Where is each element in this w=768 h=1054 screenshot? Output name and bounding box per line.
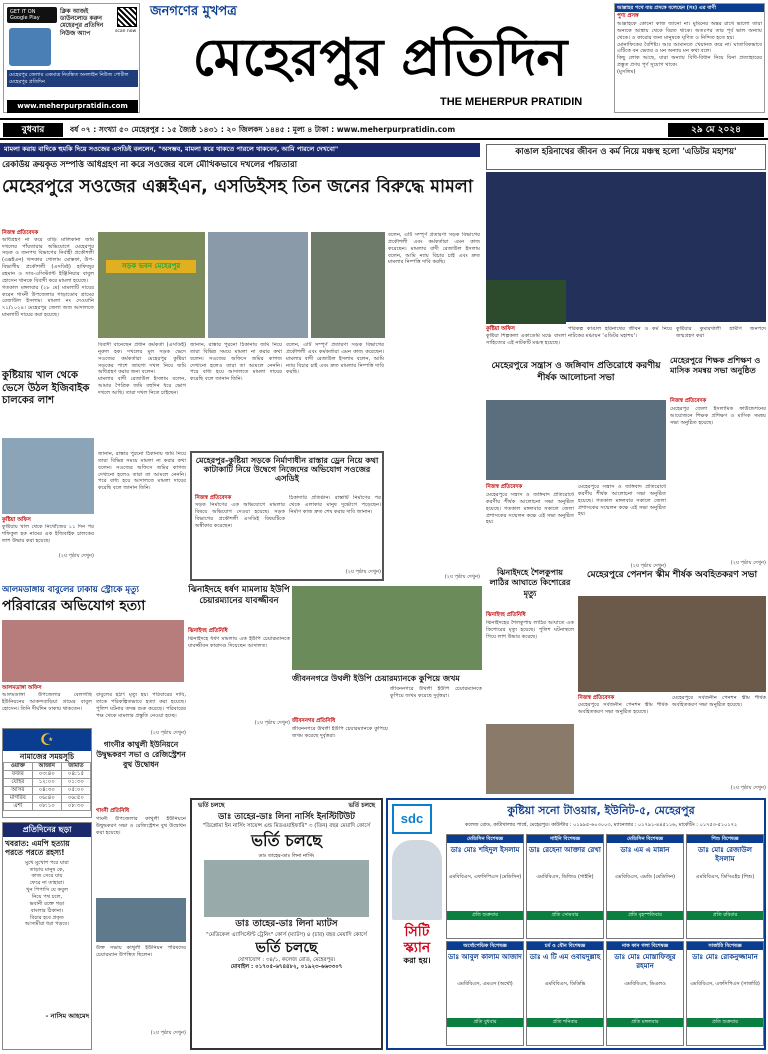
chhora-heading: খবরাত: এমপি হত্যায় পরতে পরতে রহস্য! bbox=[5, 839, 70, 858]
nursing-course2: "মেডিকেল এ্যাসিস্টেন্ট ট্রেনিং" কোর্স (ম্যাটস) ৪ (চার) বছর মেয়াদি কোর্সে bbox=[206, 931, 367, 938]
terror-text: মেহেরপুরে সন্ত্রাস ও জঙ্গিবাদ প্রতিরোধে করণীয় শীর্ষক আলোচনা সভা অনুষ্ঠিত হয়েছে। গতকাল মঙ্গলবার সকালে জেলা প্রশাসকের সম্মেলন কক্ষে এই সভা অনুষ্ঠিত হয়। bbox=[486, 492, 574, 526]
mosque-icon: ☪ bbox=[3, 729, 91, 751]
prayer-cell-jamat: ০৮:৩০ bbox=[61, 802, 90, 810]
doctor-name: ডাঃ মোঃ রোকনুজ্জামান bbox=[692, 953, 758, 962]
scan-label: scan now bbox=[115, 29, 137, 34]
qr-code-icon bbox=[117, 7, 137, 27]
nursing-admission: ভর্তি চলছে bbox=[251, 831, 322, 851]
kushtia-text: কুষ্টিয়ায় খাল থেকে নিখোঁজের ১১ দিন পর শফিকুল হক নামের এক ইজিবাইক চালকের লাশ উদ্ধার করা হয়েছে। bbox=[2, 524, 94, 544]
kangal-caption2: পরিকল্প কাঙাল হরিনাথের জীবন ও কর্ম নিয়ে নাটকের মঞ্চায়ন 'এডিটর মহাশয়'। bbox=[568, 326, 672, 339]
ittehad-continued[interactable]: (২য় পৃষ্ঠায় দেখুন) bbox=[345, 569, 381, 575]
sdc-logo: sdc bbox=[392, 804, 432, 834]
terror-byline: নিজস্ব প্রতিবেদক bbox=[486, 484, 523, 490]
kushtia-victim-photo bbox=[2, 438, 94, 514]
nursing-admission2: ভর্তি চলছে bbox=[255, 939, 318, 956]
doctor-card bbox=[446, 834, 524, 939]
doctor-quals: এমবিবিএস, ডিডিভি bbox=[544, 981, 586, 988]
nursing-photo bbox=[204, 853, 369, 917]
lead-col1-text: অধিগ্রহণ না করে বাড়ি মালিকানা জমি দখলের পাঁয়তারার অভিযোগে মেহেরপুর সড়ক ও জনপথ বিভাগের নির্বাহী প্রকৌশলী (এক্সইএন) খন্দকার গোলাম মোস্তফা, উপ-বিভাগীয় প্রকৌশলী (এসডিই) হাফিজুর রহমান ও সাব-এসিস্ট্যান্ট ইঞ্জিনিয়ার বাবুল হোসেন খানকে বিবাদী করে মামলা হয়েছে। গতকাল মঙ্গলবার (২৮ মে) মামলাটি দায়ের করেন গাংনী উপজেলার গাড়াডোব গ্রামের রেজাউল ইসলাম। মামলা নং দেওয়ানি ৭১/২০২৪। মেহেরপুর জেলা জজ আদালতে মামলাটি দায়ের করা হয়েছে। bbox=[2, 236, 94, 319]
terror-text2: মেহেরপুরে সন্ত্রাস ও জঙ্গিবাদ প্রতিরোধে করণীয় শীর্ষক আলোচনা সভা অনুষ্ঠিত হয়েছে। গতকাল মঙ্গলবার সকালে জেলা প্রশাসকের সম্মেলন কক্ষে এই সভা অনুষ্ঠিত হয়। bbox=[578, 484, 666, 518]
jibannagar-text: জীবননগরে উথলী ইউপি চেয়ারম্যানকে কুপিয়ে জখম করেছে দুর্বৃত্তরা। bbox=[292, 726, 388, 739]
doctor-name: ডাঃ মোঃ রেজাউল ইসলাম bbox=[698, 846, 752, 863]
baul-headline: পরিবারের অভিযোগ হত্যা bbox=[2, 598, 146, 614]
ittehad-col1: সড়ক নির্মাণের এক অভিযোগে মামলার বিষয়ে অভিযোগ দেওয়া হয়েছে। সড়ক বিভাগের প্রকৌশলী এসডিই বিষয়টিকে অস্বীকার করেছেন। bbox=[195, 502, 285, 529]
nursing-banner: ডাঃ তাহের-ডাঃ লিনা নার্সিং bbox=[204, 853, 369, 859]
pension-text: মেহেরপুরে সর্বজনীন পেনশন স্কীম শীর্ষক অবহিতকরণ সভা অনুষ্ঠিত হয়েছে। bbox=[578, 702, 668, 715]
kangal-text: কুষ্টিয়া শিল্পকলা একাডেমি মঞ্চে বাংলা সাহিত্যের এই নাটকটি মঞ্চস্থ হয়েছে। bbox=[486, 333, 566, 346]
nursing-title: ডাঃ তাহের-ডাঃ লিনা নার্সিং ইনস্টিটিউট bbox=[218, 811, 355, 822]
nursing-phone[interactable]: মোবাইল : ০১৭০৫-৬৭৪৪৮২, ০১৯২৩-৬৬৩৩০৭ bbox=[230, 964, 343, 971]
kushtia-continued[interactable]: (২য় পৃষ্ঠায় দেখুন) bbox=[58, 553, 94, 559]
doctor-name: ডাঃ এম এ মান্নান bbox=[620, 846, 670, 855]
doctor-name: ডাঃ মোঃ মোস্তাফিজুর রহমান bbox=[614, 953, 676, 970]
prayer-cell-jamat: ০১:৩০ bbox=[61, 779, 90, 787]
doctor-card bbox=[686, 941, 764, 1046]
prayer-cell-azan: ০৪:৩০ bbox=[32, 787, 61, 795]
nursing-address: যোগাযোগ : ৩৪/১, কলেজ রোড, মেহেরপুর। bbox=[237, 957, 336, 964]
prayer-cell-name: এশা bbox=[4, 802, 33, 810]
gangni-headline: গাংনীর কাথুলী ইউনিয়নে উদ্বুদ্ধকরণ সভা ও রেজিস্ট্রেশন বুথ উদ্বোধন bbox=[96, 740, 186, 769]
portal-note: মেহেরপুর জেলার একমাত্র নিবন্ধিত অনলাইন নিউজ পোর্টাল মেহেরপুর প্রতিদিন bbox=[7, 70, 138, 87]
lead-col-c: বলেন, এটি সম্পূর্ণ প্রতারণা সড়ক বিভাগের প্রকৌশলী এবং কর্মকর্তারা এমন কাজ করেছেন। মামলার বাদী রেজাউল ইসলাম বলেন, আমি ন্যায় বিচার চাই এবং দ্রুত মামলার নিষ্পত্তি দাবি করছি। bbox=[286, 342, 384, 376]
ittehad-byline: নিজস্ব প্রতিবেদক bbox=[195, 495, 232, 501]
baul-photo bbox=[2, 620, 184, 682]
ct-line2: স্ক্যান bbox=[403, 940, 431, 957]
teacher-text: মেহেরপুর জেলা ইসলামিক ফাউন্ডেশনের আয়োজনে শিক্ষক প্রশিক্ষণ ও মাসিক সমন্বয় সভা অনুষ্ঠিত হয়েছে। bbox=[670, 406, 766, 426]
chhora-title: প্রতিদিনের ছড়া bbox=[3, 823, 91, 837]
pension-photo bbox=[578, 596, 766, 692]
doctor-time: প্রতি রবিবার bbox=[687, 911, 763, 919]
doctor-time: প্রতি শুক্রবার bbox=[447, 911, 523, 919]
prayer-cell-name: মাগরিব bbox=[4, 794, 33, 802]
lead-col-d: বলেন, এটি সম্পূর্ণ প্রতারণা সড়ক বিভাগের প্রকৌশলী এবং কর্মকর্তারা এমন কাজ করেছেন। মামলার বাদী রেজাউল ইসলাম বলেন, আমি ন্যায় বিচার চাই এবং দ্রুত মামলার নিষ্পত্তি দাবি করছি। bbox=[388, 232, 480, 266]
dateline-day: বুধবার bbox=[3, 123, 63, 137]
sdc-ad[interactable] bbox=[386, 798, 766, 1050]
app-promo-text: ক্লিক আজই ডাউনলোড করুন মেহেরপুর প্রতিদিন নিউজ অ্যাপ bbox=[60, 8, 104, 37]
hadith-box bbox=[614, 3, 765, 113]
prayer-row bbox=[4, 771, 91, 779]
doctor-dept: চর্ম ও যৌন বিশেষজ্ঞ bbox=[527, 942, 603, 950]
jibannagar-photo bbox=[292, 586, 482, 670]
prayer-cell-azan: ০৬:৪০ bbox=[32, 794, 61, 802]
rape-continued[interactable]: (২য় পৃষ্ঠায় দেখুন) bbox=[254, 720, 290, 726]
teacher-continued[interactable]: (২য় পৃষ্ঠায় দেখুন) bbox=[730, 560, 766, 566]
doctor-dept: গাইনি বিশেষজ্ঞ bbox=[527, 835, 603, 843]
hadith-text: আল্লাহকে কোনো কাজ জানো না। মুমিনের অন্তর রাখে ভালো তারা অন্যকে আঙ্কায় থেকে বিরত থাকে। অতঃপর তার পূর্ব ভাল অন্যায় থেকে। ও কারোর জন্য মানুষকে ঘৃণিত ও নিন্দিত হতে হয়। মোনাফিকের বৈশিষ্ট্য। আর আমানতে খেয়ানত করে না। ঘাতাবিকভাবে এটিকে বন ভেতর ও মন অন্যায় মন কথা বলে। কিছু লোক আছে, যারা অন্যায় বিধি-বিধান নিয়ে যিনা প্রত্যাহারের প্রস্তুত প্রণয় পূর্ণ সুযোগ থাকে। (মুসলিম) bbox=[617, 21, 762, 76]
kushtia-byline: কুষ্টিয়া অফিস bbox=[2, 517, 31, 523]
nursing-ad[interactable] bbox=[190, 798, 383, 1050]
nursing-course: "ডিপ্লোমা ইন নার্সিং সায়েন্স এন্ড মিডওয়াইফারি" ৩ (তিন) বছর মেয়াদি কোর্সে bbox=[202, 823, 371, 830]
playstore-badge[interactable]: GET IT ON Google Play bbox=[7, 7, 57, 23]
doctor-dept: সার্জারি বিশেষজ্ঞ bbox=[687, 942, 763, 950]
shailkupa-photo bbox=[486, 724, 574, 794]
newspaper-title: মেহেরপুর প্রতিদিন bbox=[192, 28, 568, 88]
teacher-headline: মেহেরপুরে শিক্ষক প্রশিক্ষণ ও মাসিক সমন্বয় সভা অনুষ্ঠিত bbox=[670, 356, 761, 376]
rape-headline: ঝিনাইদহে ধর্ষণ মামলায় ইউপি চেয়ারম্যানের যাবজ্জীবন bbox=[188, 585, 290, 606]
doctor-time: প্রতি বুধবার bbox=[447, 1018, 523, 1026]
pension-byline: নিজস্ব প্রতিবেদক bbox=[578, 695, 615, 701]
doctor-dept: অর্থোপেডিক বিশেষজ্ঞ bbox=[447, 942, 523, 950]
kangal-photo-small bbox=[486, 280, 566, 324]
accused-photo-1 bbox=[208, 232, 308, 338]
prayer-cell-azan: ১২:০০ bbox=[32, 779, 61, 787]
doctor-time: প্রতি সোমবার bbox=[527, 911, 603, 919]
doctor-card bbox=[446, 941, 524, 1046]
chhora-text: মুখে মুখোশ পরে যারা তাড়ায় মানুষ কে, কাজ সেরে যায় ফেরে না তাহারা। খুন পিপাসি যে কবুল নিয়ে পথ চলে, ভবানী রক্তে গড়া বাংলার ঠিকানা। বিচার হবে প্রকৃত আসামীরা ধরা পড়বে। bbox=[24, 859, 70, 928]
doctor-time: প্রতি মঙ্গলবার bbox=[607, 1018, 683, 1026]
jibannagar-byline: জীবননগর প্রতিনিধি bbox=[292, 718, 336, 724]
shailkupa-text: ঝিনাইদহের শৈলকুপায় লাঠির আঘাতে এক কিশোরের মৃত্যু হয়েছে। পুলিশ ঘটনাস্থলে গিয়ে লাশ উদ্ধার করেছে। bbox=[486, 620, 574, 640]
ct-scan-label bbox=[392, 924, 442, 965]
prayer-cell-azan: ০৩:৪০ bbox=[32, 771, 61, 779]
ct-scanner-icon bbox=[392, 840, 442, 920]
kushtia-canal-headline: কুষ্টিয়ায় খাল থেকে ভেসে উঠল ইজিবাইক চালকের লাশ bbox=[2, 370, 90, 406]
prayer-title: নামাজের সময়সূচি bbox=[19, 752, 75, 761]
doctor-quals: এমবিবিএস, ডিএলও bbox=[624, 981, 666, 988]
gangni-continued[interactable]: (২য় পৃষ্ঠায় দেখুন) bbox=[150, 1030, 186, 1036]
doctor-card bbox=[526, 834, 604, 939]
app-promo[interactable] bbox=[3, 3, 140, 113]
ittehad-col2: ঠিকাদারি প্রতিষ্ঠান। রাস্তাটি নির্মাণের পর থেকে এলাকার মানুষ দুর্ভোগে পড়েছেন। নির্মাণ কাজ দ্রুত শেষ করার দাবি জানান। bbox=[289, 495, 381, 515]
prayer-cell-jamat: ০৪:১৫ bbox=[61, 771, 90, 779]
masthead bbox=[0, 0, 768, 118]
kangal-caption1: কুষ্টিয়া অফিস bbox=[486, 326, 515, 332]
pension-text2: মেহেরপুরে সর্বজনীন পেনশন স্কীম শীর্ষক অবহিতকরণ সভা অনুষ্ঠিত হয়েছে। bbox=[672, 695, 766, 708]
nursing-top2: ভর্তি চলছে bbox=[348, 802, 375, 809]
doctor-grid bbox=[446, 834, 764, 1046]
rape-text: ঝিনাইদহে ধর্ষণ মামলায় এক ইউপি চেয়ারম্যানকে যাবজ্জীবন কারাদণ্ড দিয়েছেন আদালত। bbox=[188, 636, 290, 649]
prayer-box bbox=[2, 728, 92, 818]
prayer-col-azan: আজান bbox=[32, 763, 61, 771]
doctor-quals: এমবিবিএস, এফসিপিএস (মেডিসিন) bbox=[448, 874, 522, 881]
chhora-box bbox=[2, 822, 92, 1050]
prayer-cell-name: যোহর bbox=[4, 779, 33, 787]
doctor-name: ডাঃ মোঃ শহিদুল ইসলাম bbox=[450, 846, 520, 855]
doctor-card bbox=[606, 834, 684, 939]
doctor-dept: মেডিসিন বিশেষজ্ঞ bbox=[447, 835, 523, 843]
left-url[interactable]: www.meherpurpratidin.com bbox=[7, 100, 138, 113]
pension-continued[interactable]: (২য় পৃষ্ঠায় দেখুন) bbox=[730, 785, 766, 791]
doctor-quals: এমবিবিএস, এমডি (মেডিসিন) bbox=[614, 874, 676, 881]
doctor-quals: এমবিবিএস, ডিসিএইচ (শিশু) bbox=[695, 874, 755, 881]
gangni-text2: উক্ত সভায় কাথুলী ইউনিয়ন পরিষদের চেয়ারম্যান উপস্থিত ছিলেন। bbox=[96, 945, 186, 958]
prayer-table bbox=[3, 762, 91, 810]
lead-col-a: বিবাদী বানেছেন প্রধান কর্মকর্তা (এসডিই) নূরুল হক। দখলের মূল সড়ক ভেদে সওজের কর্মকর্তারা মেহেরপুর কুষ্টিয়া সড়কের পাশে জায়গা দখল নিয়ে জমি অধিগ্রহণ করার জন্য বলেন। মামলার বাদী রেজাউল ইসলাম বলেন, আমার পৈত্রিক জমি বহুদিন ধরে ভোগ দখলে আছি। তারা দখল নিতে চাইছেন। bbox=[98, 342, 186, 397]
english-title: THE MEHERPUR PRATIDIN bbox=[440, 96, 583, 108]
chhora-author: - নাসিম আহমেদ bbox=[45, 1011, 89, 1020]
shailkupa-byline: ঝিনাইদহ প্রতিনিধি bbox=[486, 612, 526, 618]
lead-col-b: জানান, রাস্তার পুরনো ঠিকানায় জমি নিয়ে তারা বিভিন্ন সময়ে মামলা না করার কথা বলেন। সওজের অফিসে জমির কাগজ দেখানো হলেও তারা তা আমলে নেননি। পরে বাধ্য হয়ে আদালতে মামলা দায়ের করেছি বলে জানান তিনি। bbox=[190, 342, 282, 383]
lead-continued[interactable]: (২য় পৃষ্ঠায় দেখুন) bbox=[444, 574, 480, 580]
doctor-dept: মেডিসিন বিশেষজ্ঞ bbox=[607, 835, 683, 843]
doctor-card bbox=[526, 941, 604, 1046]
doctor-name: ডাঃ আবুল কালাম আজাদ bbox=[448, 953, 522, 962]
doctor-time: প্রতি শনিবার bbox=[527, 1018, 603, 1026]
prayer-cell-jamat: ০৫:০০ bbox=[61, 787, 90, 795]
nursing-title2: ডাঃ তাহের-ডাঃ লিনা ম্যাটস bbox=[235, 919, 338, 930]
prayer-row bbox=[4, 779, 91, 787]
dateline-info: বর্ষ ০৭ : সংখ্যা ৫০ মেহেরপুর : ১৫ জ্যৈষ্ঠ ১৪৩১ : ২০ জিলকদ ১৪৪৫ : মূল্য ৪ টাকা : www.meherpurpratidin.com bbox=[70, 125, 456, 134]
ittehad-box bbox=[190, 451, 384, 581]
pension-headline: মেহেরপুরে পেনশন স্কীম শীর্ষক অবহিতকরণ সভা bbox=[586, 570, 758, 580]
terror-photo bbox=[486, 400, 666, 480]
gangni-byline: গাংনী প্রতিনিধি bbox=[96, 808, 129, 814]
doctor-name: ডাঃ এ টি এম ওবায়দুল্লাহ bbox=[529, 953, 601, 962]
tagline: জনগণের মুখপত্র bbox=[150, 4, 237, 19]
kangal-caption3: কুষ্টিয়ার কুমারখালী গ্রামীণ জনপদে জন্মগ্রহণ করা bbox=[676, 326, 766, 339]
accused-photo-2 bbox=[311, 232, 385, 338]
ticker: মামলা করায় বাদিকে হুমকি দিয়ে সওজের এসডিই বললেন, "অসম্ভব, মামলা করে থাকতে পারলে থাকবেন, আমি পারলে দেখবো" bbox=[0, 143, 480, 157]
lead-kicker: রেকর্ডিয় ক্রয়কৃত সম্পত্তি অধিগ্রহণ না করে সওজের বলে মৌখিকভাবে দখলের পাঁয়তারা bbox=[2, 160, 298, 170]
doctor-quals: এমবিবিএস, এফসিপিএস (সার্জারি) bbox=[690, 981, 760, 988]
doctor-time: প্রতি বৃহস্পতিবার bbox=[607, 911, 683, 919]
dateline-date: ২৯ মে ২০২৪ bbox=[668, 123, 764, 137]
kangal-headline: কাঙাল হরিনাথের জীবন ও কর্ম নিয়ে মঞ্চস্থ হলো 'এডিটর মহাশয়' bbox=[486, 144, 766, 170]
dateline bbox=[0, 118, 768, 140]
prayer-cell-name: ফজর bbox=[4, 771, 33, 779]
baul-text-2: বাবুলের হঠাৎ মৃত্যু হয়। পরিবারের দাবি, তাকে পরিকল্পিতভাবে হত্যা করা হয়েছে। পুলিশ ঘটনার তদন্ত শুরু করেছে। পরিবারের পক্ষ থেকে মামলার প্রস্তুতি নেওয়া হচ্ছে। bbox=[96, 692, 186, 719]
hadith-sub: পুণ্য প্রসঙ্গ bbox=[617, 13, 639, 20]
sdc-address: কলেজ রোড, কাটাখালার পার্শ্বে, মেহেরপুর। কাউন্টার : ০১৯৯৫-৬০৩০০৩, ম্যানেজার : ০১৭৯১-৪৪৫১১৬, মার্কেটিং : ০১৭৫৩-৫১০১৭২ bbox=[464, 822, 738, 828]
lead-col-a-more: জানান, রাস্তার পুরনো ঠিকানায় জমি নিয়ে তারা বিভিন্ন সময়ে মামলা না করার কথা বলেন। সওজের অফিসে জমির কাগজ দেখানো হলেও তারা তা আমলে নেননি। পরে বাধ্য হয়ে আদালতে মামলা দায়ের করেছি বলে জানান তিনি। bbox=[98, 451, 186, 492]
prayer-cell-name: আসর bbox=[4, 787, 33, 795]
nursing-top1: ভর্তি চলছে bbox=[198, 802, 225, 809]
gangni-photo bbox=[96, 898, 186, 942]
rape-byline: ঝিনাইদহ প্রতিনিধি bbox=[188, 628, 228, 634]
teacher-byline: নিজস্ব প্রতিবেদক bbox=[670, 398, 707, 404]
doctor-dept: নাক কান গলা বিশেষজ্ঞ bbox=[607, 942, 683, 950]
jibannagar-text2: জীবননগরে উথলী ইউপি চেয়ারম্যানকে কুপিয়ে জখম করেছে দুর্বৃত্তরা। bbox=[390, 686, 482, 699]
lead-byline: নিজস্ব প্রতিবেদক bbox=[2, 230, 39, 236]
baul-byline: আলমডাঙ্গা অফিস bbox=[2, 685, 42, 691]
baul-continued[interactable]: (২য় পৃষ্ঠায় দেখুন) bbox=[150, 730, 186, 736]
ct-line1: সিটি bbox=[404, 924, 430, 940]
doctor-time: প্রতি শুক্রবার bbox=[687, 1018, 763, 1026]
lead-headline: মেহেরপুরে সওজের এক্সইএন, এসডিইসহ তিন জনের বিরুদ্ধে মামলা bbox=[2, 177, 473, 197]
ct-line3: করা হয়। bbox=[403, 956, 431, 966]
prayer-row bbox=[4, 787, 91, 795]
terror-headline: মেহেরপুরে সন্ত্রাস ও জঙ্গিবাদ প্রতিরোধে করণীয় শীর্ষক আলোচনা সভা bbox=[491, 361, 661, 384]
prayer-col-jamat: জামাত bbox=[61, 763, 90, 771]
hadith-head: আল্লাহর পথে ব্যয় প্রসঙ্গে বলেছেন (সঃ) এর বাণী bbox=[615, 4, 764, 12]
doctor-quals: এমবিবিএস, ডিজিও (গাইনি) bbox=[536, 874, 594, 881]
gangni-text: গাংনী উপজেলার কাথুলী ইউনিয়নে উদ্বুদ্ধকরণ সভা ও রেজিস্ট্রেশন বুথ উদ্বোধন করা হয়েছে। bbox=[96, 816, 186, 836]
jibannagar-headline: জীবননগরে উথলী ইউপি চেয়ারম্যানকে কুপিয়ে জখম bbox=[292, 674, 460, 683]
doctor-card bbox=[686, 834, 764, 939]
prayer-row bbox=[4, 794, 91, 802]
prayer-cell-azan: ০৮:১০ bbox=[32, 802, 61, 810]
terror-continued[interactable]: (২য় পৃষ্ঠায় দেখুন) bbox=[630, 563, 666, 569]
prayer-col-wakt: ওয়াক্ত bbox=[4, 763, 33, 771]
road-sign: সড়ক ভবন মেহেরপুর bbox=[106, 260, 196, 273]
doctor-name: ডাঃ রেহেনা আক্তার রেখা bbox=[529, 846, 601, 855]
ittehad-headline: মেহেরপুর-কুষ্টিয়া সড়কে নির্মাণাধীন রাস্তার ড্রেন নিয়ে কথা কাটাকাটি নিয়ে উদ্বেগে নিজেদের অভিযোগ সওজের এসডিই bbox=[195, 456, 379, 484]
doctor-card bbox=[606, 941, 684, 1046]
baul-text: আলমডাঙ্গা উপজেলার বেলগাছি ইউনিয়নের আকন্দবাড়িয়া গ্রামের বাবুল হোসেন। তিনি দীর্ঘদিন ঢাকায় থাকতেন। bbox=[2, 692, 92, 712]
shailkupa-headline: ঝিনাইদহে শৈলকুপায় লাঠির আঘাতে কিশোরের মৃত্যু bbox=[489, 568, 571, 598]
doctor-quals: এমবিবিএস, এমএস (অর্থো) bbox=[457, 981, 513, 988]
phone-icon bbox=[9, 28, 51, 66]
prayer-cell-jamat: ০৬:৫০ bbox=[61, 794, 90, 802]
prayer-row bbox=[4, 802, 91, 810]
road-office-photo bbox=[98, 232, 205, 338]
doctor-dept: শিশু বিশেষজ্ঞ bbox=[687, 835, 763, 843]
baul-kicker: আলমডাঙ্গায় বাবুলের ঢাকায় স্ট্রোকে মৃত্যু bbox=[2, 585, 139, 595]
sdc-title: কুষ্টিয়া সনো টাওয়ার, ইউনিট-৫, মেহেরপুর bbox=[507, 804, 695, 817]
